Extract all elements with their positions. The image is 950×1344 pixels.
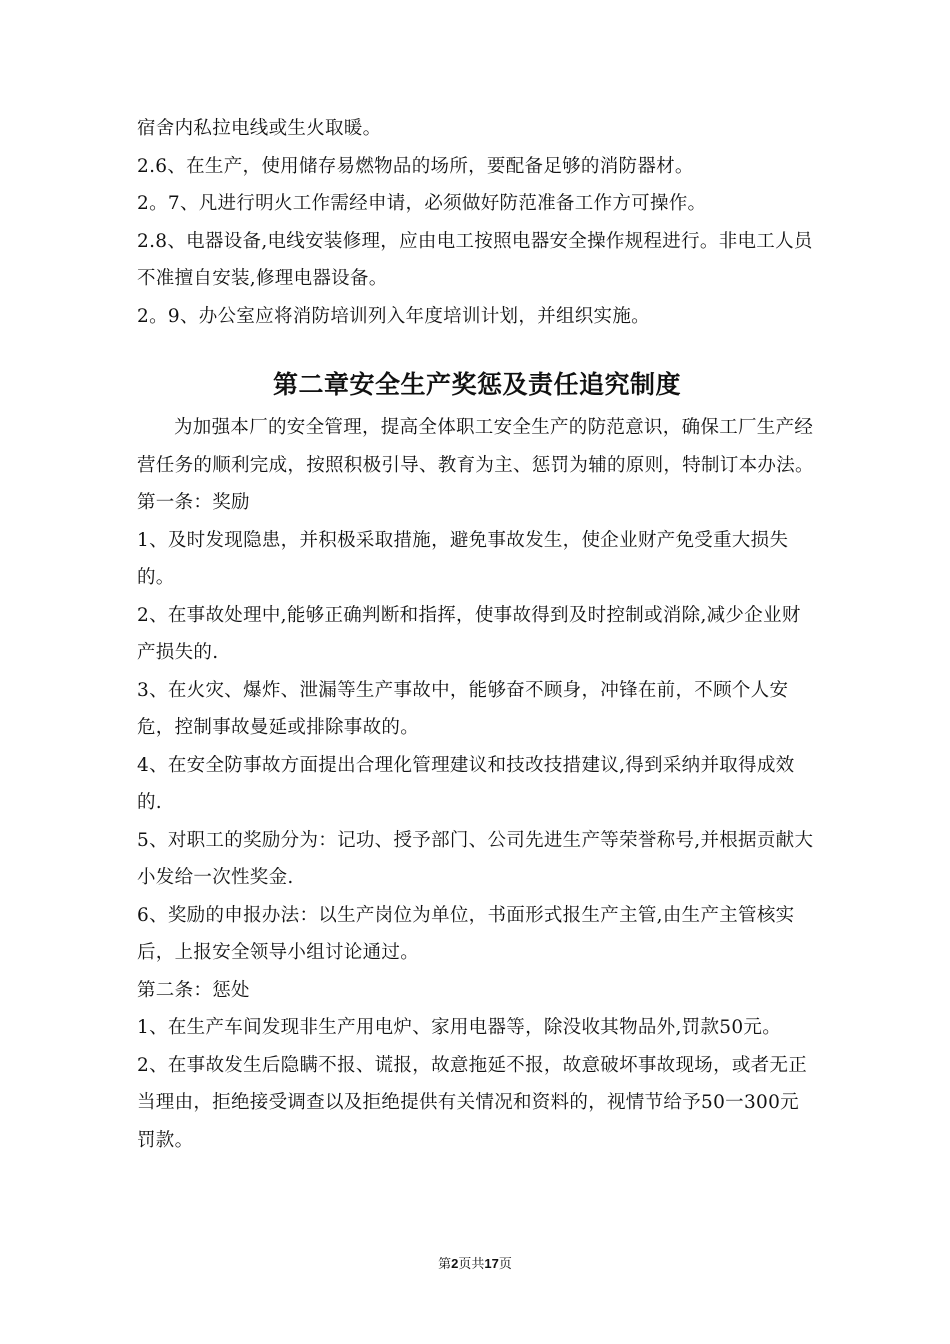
text-line: 宿舍内私拉电线或生火取暖。 [137, 118, 382, 139]
list-item: 6、奖励的申报办法：以生产岗位为单位，书面形式报生产主管,由生产主管核实后，上报安全领导小组讨论通过。 [137, 904, 795, 963]
list-item: 5、对职工的奖励分为：记功、授予部门、公司先进生产等荣誉称号,并根据贡献大小发给一次性奖金. [137, 829, 814, 888]
footer-prefix: 第 [438, 1257, 452, 1272]
list-item: 1、在生产车间发现非生产用电炉、家用电器等，除没收其物品外,罚款50元。 [137, 1017, 781, 1038]
list-item: 3、在火灾、爆炸、泄漏等生产事故中，能够奋不顾身，冲锋在前，不顾个人安危，控制事故曼延或排除事故的。 [137, 679, 789, 738]
list-item: 4、在安全防事故方面提出合理化管理建议和技改技措建议,得到采纳并取得成效的. [137, 754, 795, 813]
footer-page-number: 2 [451, 1256, 459, 1271]
text-line: 2.8、电器设备,电线安装修理，应由电工按照电器安全操作规程进行。非电工人员不准擅自安装,修理电器设备。 [137, 230, 813, 289]
page-content [137, 110, 817, 1159]
page-footer [0, 1253, 950, 1272]
footer-suffix: 页 [498, 1257, 512, 1272]
text-line: 2。9、办公室应将消防培训列入年度培训计划，并组织实施。 [137, 305, 650, 327]
list-item: 2、在事故处理中,能够正确判断和指挥，使事故得到及时控制或消除,减少企业财产损失的. [137, 604, 801, 663]
list-item: 2、在事故发生后隐瞒不报、谎报，故意拖延不报，故意破坏事故现场，或者无正当理由，拒绝接受调查以及拒绝提供有关情况和资料的，视情节给予50一300元罚款。 [137, 1054, 808, 1151]
section-title: 第二条：惩处 [137, 979, 250, 1001]
text-line: 2.6、在生产，使用储存易燃物品的场所，要配备足够的消防器材。 [137, 155, 694, 177]
footer-total-pages: 17 [484, 1256, 499, 1271]
intro-paragraph: 为加强本厂的安全管理，提高全体职工安全生产的防范意识，确保工厂生产经营任务的顺利完成，按照积极引导、教育为主、惩罚为辅的原则，特制订本办法。 [137, 417, 814, 476]
footer-middle: 页共 [458, 1257, 485, 1272]
chapter-title: 第二章安全生产奖惩及责任追究制度 [272, 370, 681, 399]
text-line: 2。7、凡进行明火工作需经申请，必须做好防范准备工作方可操作。 [137, 193, 707, 214]
list-item: 1、及时发现隐患，并积极采取措施，避免事故发生，使企业财产免受重大损失的。 [137, 529, 789, 588]
section-title: 第一条：奖励 [137, 492, 250, 513]
